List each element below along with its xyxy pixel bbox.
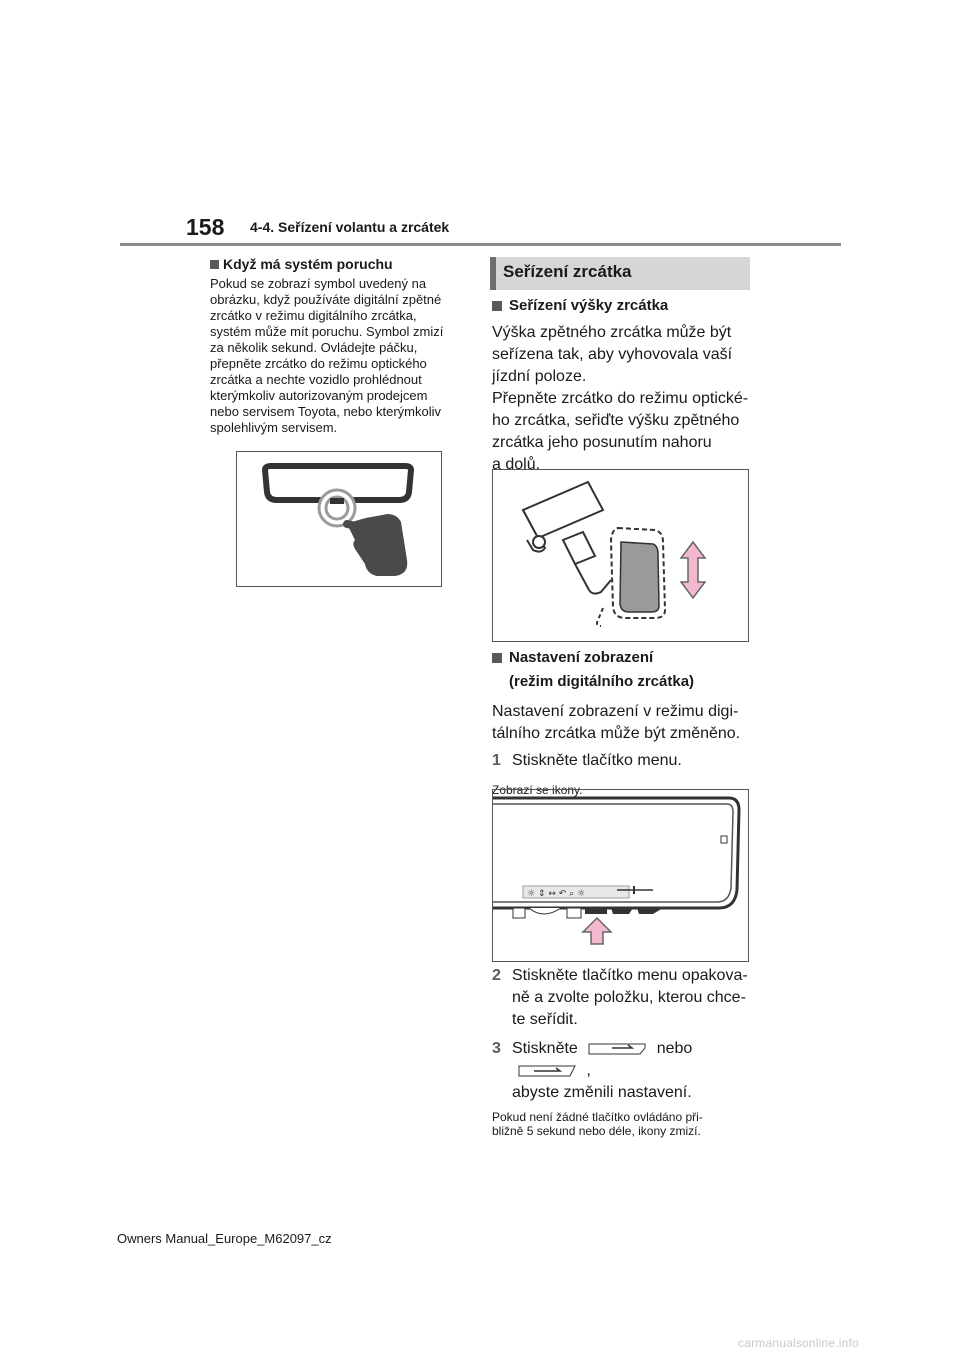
text-line: zrcátko v režimu digitálního zrcátka,: [210, 308, 417, 323]
text-line: nebo servisem Toyota, nebo kterýmkoliv: [210, 404, 441, 419]
text-line: ho zrcátka, seřiďte výšku zpětného: [492, 412, 740, 429]
step-3-comma: ,: [586, 1062, 591, 1079]
display-settings-section: [492, 647, 754, 797]
height-adjustment-section: [492, 295, 754, 476]
step-3-or: nebo: [656, 1040, 693, 1057]
step-2: [492, 965, 754, 1031]
text-line: Pokud není žádné tlačítko ovládáno při-: [492, 1110, 703, 1124]
square-bullet-icon: [210, 260, 219, 269]
final-note: [492, 1110, 754, 1138]
step-3-press: Stiskněte: [512, 1040, 578, 1057]
step-text: [512, 965, 748, 1031]
malfunction-text: [210, 276, 466, 436]
step-3-line1: [512, 1038, 754, 1082]
step-number: 1: [492, 752, 501, 769]
watermark: carmanualsonline.info: [738, 1336, 859, 1350]
banner-title: Seřízení zrcátka: [503, 262, 632, 281]
mirror-menu-illustration: [493, 790, 748, 961]
step-number: 2: [492, 967, 501, 984]
steps-section: [492, 965, 754, 1138]
text-line: a dolů.: [492, 456, 541, 473]
text-line: abyste změnili nastavení.: [512, 1084, 692, 1101]
text-line: obrázku, když používáte digitální zpětné: [210, 292, 442, 307]
text-line: spolehlivým servisem.: [210, 420, 338, 435]
text-line: Stiskněte tlačítko menu opakova-: [512, 967, 748, 984]
height-text: [492, 322, 754, 476]
text-line: bližně 5 sekund nebo déle, ikony zmizí.: [492, 1124, 701, 1138]
text-line: Pokud se zobrazí symbol uvedený na: [210, 276, 427, 291]
banner-accent: [490, 257, 496, 290]
square-bullet-icon: [492, 301, 502, 311]
text-line: tálního zrcátka může být změněno.: [492, 725, 741, 742]
text-line: zrcátka a nechte vozidlo prohlédnout: [210, 372, 422, 387]
text-line: systém může mít poruchu. Symbol zmizí: [210, 324, 444, 339]
text-line: te seřídit.: [512, 1011, 578, 1028]
height-adjustment-figure: [492, 469, 749, 642]
malfunction-heading: [210, 256, 466, 272]
left-column: [210, 256, 466, 436]
step-number: 3: [492, 1040, 501, 1057]
malfunction-symbol-figure: [236, 451, 442, 587]
text-line: Výška zpětného zrcátka může být: [492, 324, 732, 341]
display-heading-line2: (režim digitálního zrcátka): [509, 673, 695, 690]
mirror-tilt-illustration: [493, 470, 748, 641]
text-line: přepněte zrcátko do režimu optického: [210, 356, 427, 371]
step-text: [512, 1038, 754, 1104]
malfunction-heading-text: Když má systém poruchu: [223, 256, 393, 272]
text-line: kterýmkoliv autorizovaným prodejcem: [210, 388, 428, 403]
section-header: 4-4. Seřízení volantu a zrcátek: [250, 219, 450, 235]
decrease-button-icon: [588, 1043, 646, 1055]
mirror-malfunction-illustration: [237, 452, 441, 586]
display-text: [492, 701, 754, 745]
menu-icons-figure: [492, 789, 749, 962]
square-bullet-icon: [492, 653, 502, 663]
text-line: Nastavení zobrazení v režimu digi-: [492, 703, 739, 720]
text-line: zrcátka jeho posunutím nahoru: [492, 434, 712, 451]
height-heading: [492, 295, 754, 317]
text-line: za několik sekund. Ovládejte páčku,: [210, 340, 418, 355]
display-heading-text: Nastavení zobrazení: [509, 649, 654, 666]
step-1-note: Zobrazí se ikony.: [492, 783, 583, 797]
increase-button-icon: [518, 1065, 576, 1077]
text-line: seřízena tak, aby vyhovovala vaší: [492, 346, 733, 363]
header-rule: [120, 243, 841, 246]
page-number: 158: [186, 214, 225, 240]
footer: Owners Manual_Europe_M62097_cz: [117, 1231, 332, 1246]
text-line: Přepněte zrcátko do režimu optické-: [492, 390, 749, 407]
text-line: ně a zvolte položku, kterou chce-: [512, 989, 746, 1006]
display-heading: [492, 647, 754, 669]
step-3: [492, 1038, 754, 1104]
height-heading-text: Seřízení výšky zrcátka: [509, 297, 669, 314]
step-text: Stiskněte tlačítko menu.: [512, 752, 682, 769]
svg-text:☼ ⇕ ↔ ↶ ⌕ ☼: ☼ ⇕ ↔ ↶ ⌕ ☼: [527, 889, 586, 899]
step-1: [492, 750, 754, 772]
section-banner: [490, 257, 750, 290]
text-line: jízdní poloze.: [492, 368, 587, 385]
